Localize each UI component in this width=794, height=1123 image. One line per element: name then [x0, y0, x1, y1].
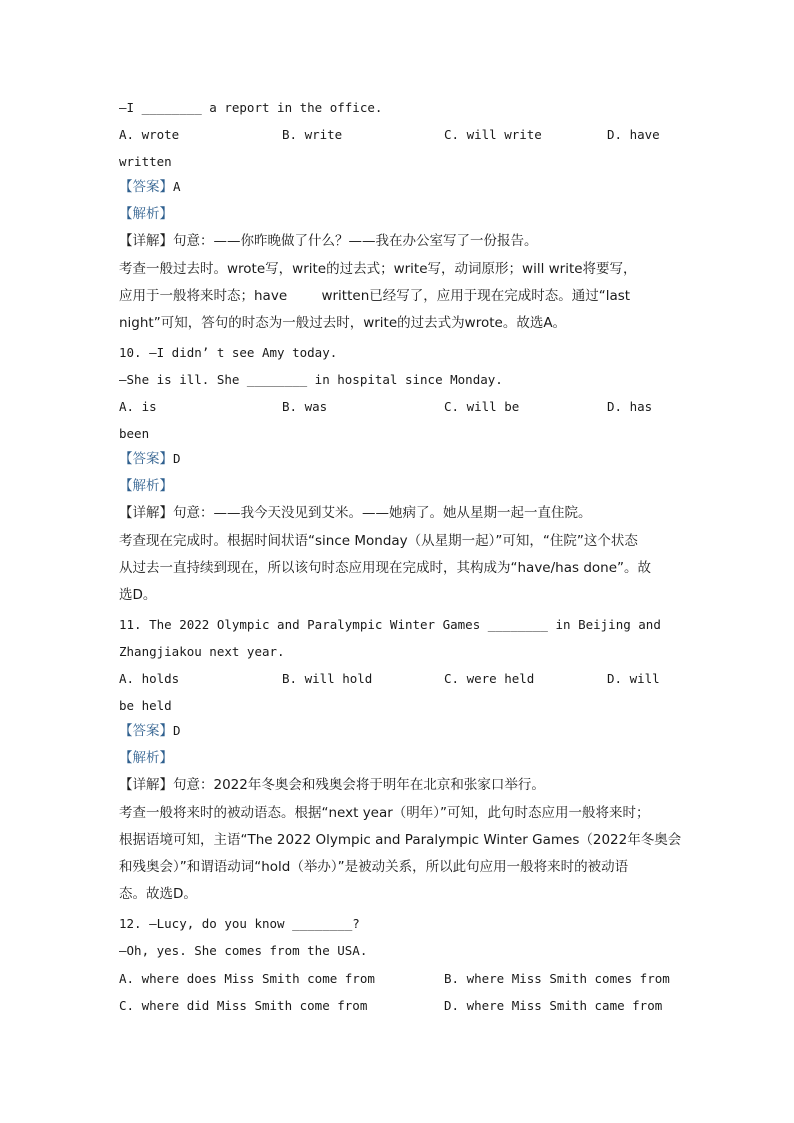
answer-value: A — [173, 179, 181, 194]
answer-tag: 【答案】 — [119, 451, 173, 467]
q10-option-c: C. will be — [444, 399, 520, 414]
q12-option-d: D. where Miss Smith came from — [444, 998, 663, 1013]
analysis-tag: 【解析】 — [119, 750, 173, 766]
q10-option-d-cont: been — [119, 426, 150, 441]
q9-option-d-cont: written — [119, 154, 172, 169]
answer-value: D — [173, 723, 181, 738]
detail-text: 句意：——你昨晚做了什么？——我在办公室写了一份报告。 — [173, 233, 538, 249]
detail-text: 句意：——我今天没见到艾米。——她病了。她从星期一起一直住院。 — [173, 505, 592, 521]
q10-answer — [119, 449, 181, 470]
q11-answer — [119, 721, 181, 742]
q10-option-b: B. was — [282, 399, 328, 414]
q10-explanation-1: 考查现在完成时。根据时间状语“since Monday（从星期一起）”可知，“住院”这个状态 — [119, 533, 638, 549]
detail-tag: 【详解】 — [119, 233, 173, 249]
analysis-tag: 【解析】 — [119, 206, 173, 222]
q9-explanation-1: 考查一般过去时。wrote写，write的过去式；write写，动词原形；will write将要写， — [119, 261, 637, 277]
q12-stem: 12. —Lucy, do you know ________? — [119, 916, 360, 931]
answer-tag: 【答案】 — [119, 723, 173, 739]
q12-option-c: C. where did Miss Smith come from — [119, 998, 368, 1013]
q11-stem-2: Zhangjiakou next year. — [119, 644, 285, 659]
q10-analysis — [119, 476, 173, 497]
q11-explanation-2: 根据语境可知，主语“The 2022 Olympic and Paralympic Winter Games（2022年冬奥会 — [119, 832, 682, 848]
q11-analysis — [119, 748, 173, 769]
q10-option-a: A. is — [119, 399, 157, 414]
detail-tag: 【详解】 — [119, 505, 173, 521]
q9-explanation-2: 应用于一般将来时态；have written已经写了，应用于现在完成时态。通过“last — [119, 288, 631, 304]
q11-explanation-1: 考查一般将来时的被动语态。根据“next year（明年）”可知，此句时态应用一般将来时； — [119, 805, 650, 821]
detail-text: 句意：2022年冬奥会和残奥会将于明年在北京和张家口举行。 — [173, 777, 545, 793]
q9-analysis — [119, 204, 173, 225]
q12-option-a: A. where does Miss Smith come from — [119, 971, 375, 986]
q11-explanation-4: 态。故选D。 — [119, 886, 197, 902]
q10-stem: 10. —I didn’ t see Amy today. — [119, 345, 338, 360]
q9-detail — [119, 231, 538, 252]
answer-tag: 【答案】 — [119, 179, 173, 195]
q12-option-b: B. where Miss Smith comes from — [444, 971, 670, 986]
q10-explanation-2: 从过去一直持续到现在，所以该句时态应用现在完成时，其构成为“have/has done”。故 — [119, 560, 652, 576]
q9-explanation-3: night”可知，答句的时态为一般过去时，write的过去式为wrote。故选A。 — [119, 315, 567, 331]
q11-option-b: B. will hold — [282, 671, 373, 686]
analysis-tag: 【解析】 — [119, 478, 173, 494]
q11-option-c: C. were held — [444, 671, 535, 686]
q11-stem-1: 11. The 2022 Olympic and Paralympic Winter Games ________ in Beijing and — [119, 617, 661, 632]
q10-detail — [119, 503, 592, 524]
q9-option-c: C. will write — [444, 127, 542, 142]
q11-option-d-cont: be held — [119, 698, 172, 713]
q11-explanation-3: 和残奥会）”和谓语动词“hold（举办）”是被动关系，所以此句应用一般将来时的被动语 — [119, 859, 629, 875]
q9-option-a: A. wrote — [119, 127, 180, 142]
q10-option-d: D. has — [607, 399, 653, 414]
q9-reply: —I ________ a report in the office. — [119, 100, 383, 115]
q9-option-d: D. have — [607, 127, 660, 142]
answer-value: D — [173, 451, 181, 466]
detail-tag: 【详解】 — [119, 777, 173, 793]
q9-answer — [119, 177, 181, 198]
q10-reply: —She is ill. She ________ in hospital since Monday. — [119, 372, 503, 387]
q11-option-d: D. will — [607, 671, 660, 686]
q10-explanation-3: 选D。 — [119, 587, 157, 603]
q11-option-a: A. holds — [119, 671, 180, 686]
q11-detail — [119, 775, 545, 796]
q9-option-b: B. write — [282, 127, 343, 142]
q12-reply: —Oh, yes. She comes from the USA. — [119, 943, 368, 958]
